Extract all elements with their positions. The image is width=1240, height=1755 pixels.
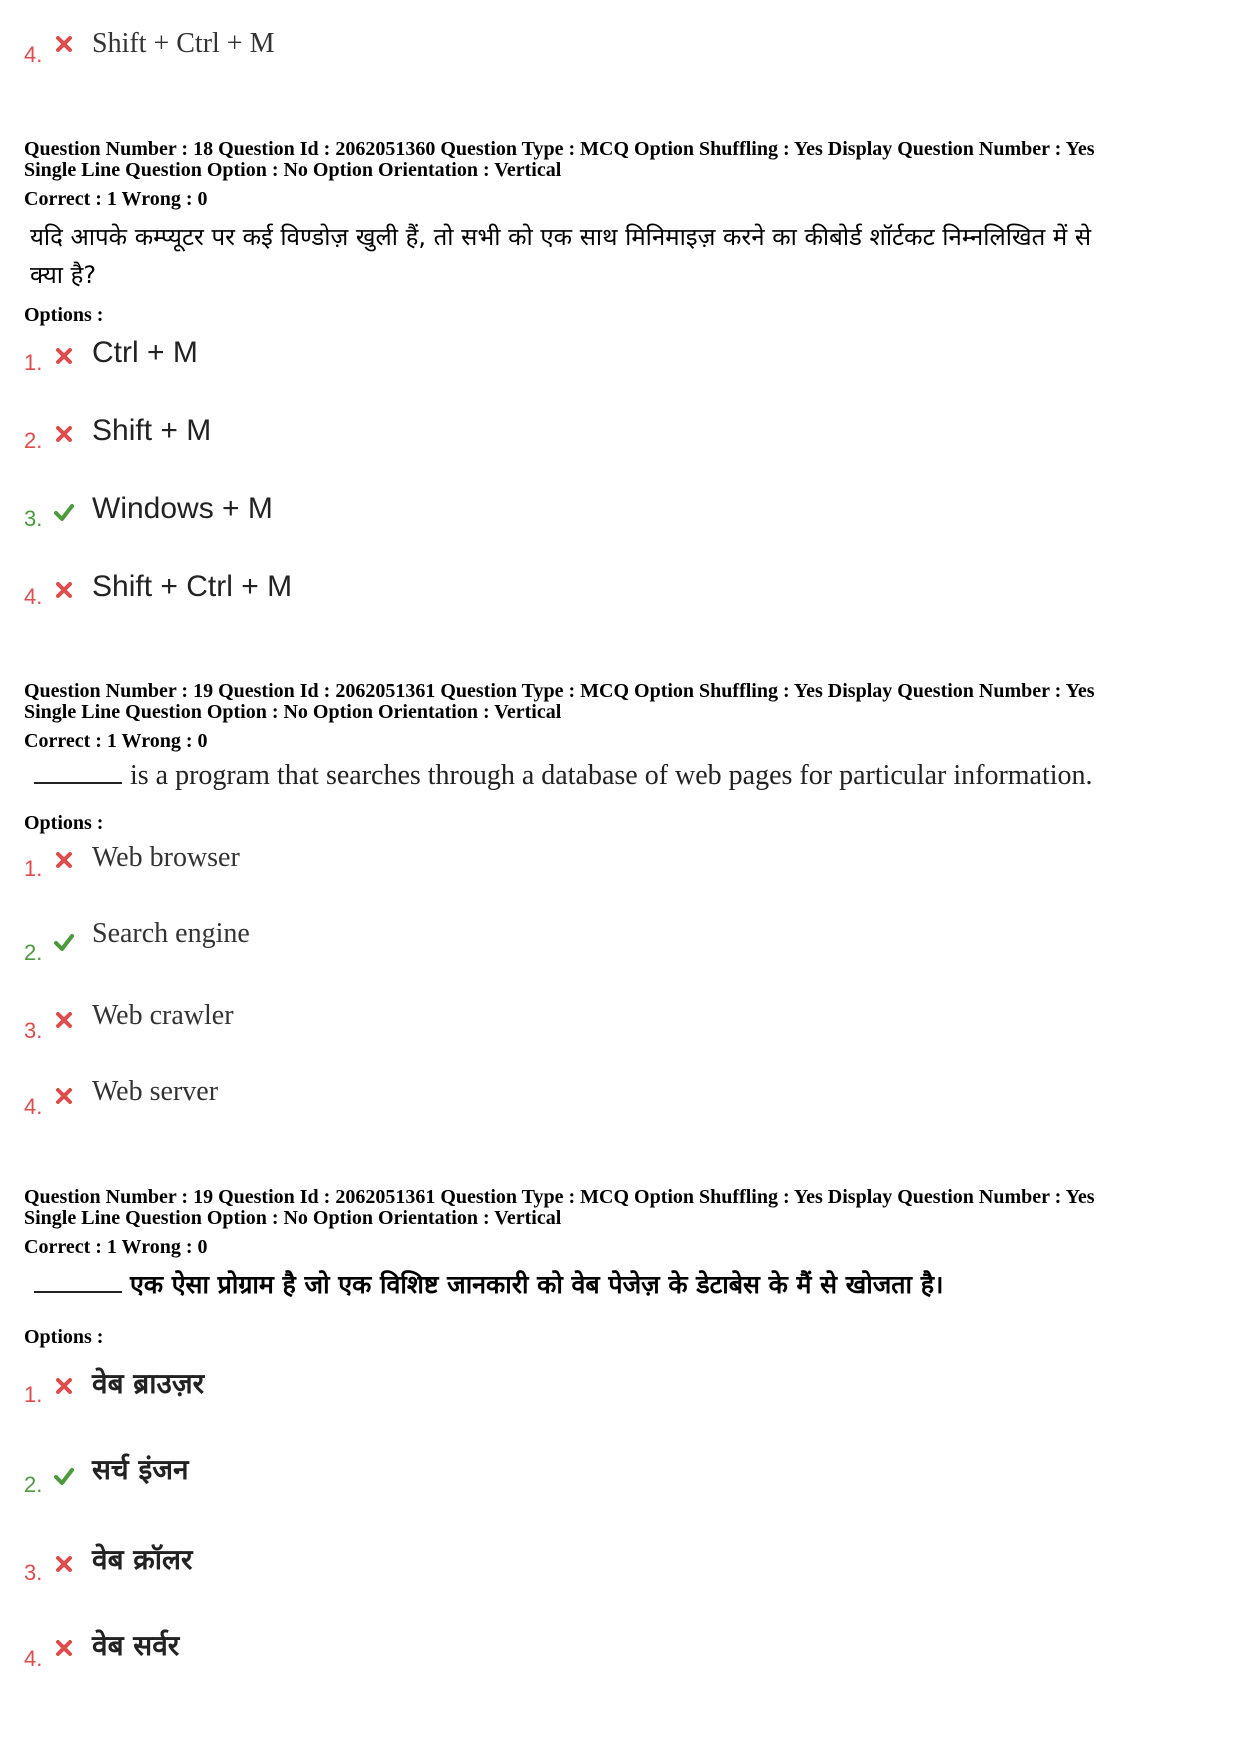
wrong-icon (54, 1376, 74, 1396)
option-text: Windows + M (92, 492, 273, 525)
question-marks: Correct : 1 Wrong : 0 (24, 188, 208, 210)
option-text: Shift + Ctrl + M (92, 28, 275, 59)
wrong-icon (54, 1010, 74, 1030)
question-meta: Question Number : 19 Question Id : 2062051361 Question Type : MCQ Option Shuffling : Yes Display Question Number : Yes (24, 680, 1095, 702)
question-text (34, 758, 1093, 792)
options-label: Options : (24, 1326, 104, 1348)
option-text: Web crawler (92, 1000, 234, 1031)
option-number: 4. (24, 1646, 43, 1671)
check-icon (54, 932, 74, 952)
wrong-icon (54, 346, 74, 366)
wrong-icon (54, 424, 74, 444)
option-number: 4. (24, 42, 43, 67)
question-text (34, 1266, 943, 1304)
option-number: 1. (24, 350, 43, 375)
option-text: Shift + M (92, 414, 212, 447)
option-number: 3. (24, 1560, 43, 1585)
question-text-line2: क्या है? (30, 261, 97, 289)
question-marks: Correct : 1 Wrong : 0 (24, 730, 208, 752)
question-text: यदि आपके कम्प्यूटर पर कई विण्डोज़ खुली हैं, तो सभी को एक साथ मिनिमाइज़ करने का कीबोर्ड शॉर्टकट निम्नलिखित में से (30, 223, 1092, 251)
option-text: सर्च इंजन (92, 1453, 189, 1486)
option-text: वेब सर्वर (92, 1629, 180, 1662)
question-meta-line2: Single Line Question Option : No Option Orientation : Vertical (24, 701, 562, 723)
check-icon (54, 1466, 74, 1486)
option-text: Web browser (92, 842, 240, 873)
option-number: 3. (24, 506, 43, 531)
wrong-icon (54, 1638, 74, 1658)
wrong-icon (54, 1086, 74, 1106)
question-meta: Question Number : 19 Question Id : 2062051361 Question Type : MCQ Option Shuffling : Yes Display Question Number : Yes (24, 1186, 1095, 1208)
option-number: 1. (24, 1382, 43, 1407)
wrong-icon (54, 1554, 74, 1574)
option-text: Search engine (92, 918, 250, 949)
option-number: 2. (24, 940, 43, 965)
question-meta-line2: Single Line Question Option : No Option Orientation : Vertical (24, 159, 562, 181)
blank-line (34, 1267, 122, 1293)
option-number: 1. (24, 856, 43, 881)
option-text: वेब ब्राउज़र (92, 1367, 205, 1400)
option-text: Ctrl + M (92, 336, 198, 369)
question-text-content: is a program that searches through a database of web pages for particular information. (130, 760, 1093, 791)
option-number: 4. (24, 584, 43, 609)
option-number: 4. (24, 1094, 43, 1119)
question-meta-line2: Single Line Question Option : No Option Orientation : Vertical (24, 1207, 562, 1229)
option-number: 2. (24, 428, 43, 453)
blank-line (34, 758, 122, 784)
option-number: 2. (24, 1472, 43, 1497)
option-text: Web server (92, 1076, 219, 1107)
question-text-content: एक ऐसा प्रोग्राम है जो एक विशिष्ट जानकारी को वेब पेजेज़ के डेटाबेस के मैं से खोजता है। (130, 1270, 944, 1299)
options-label: Options : (24, 304, 104, 326)
question-marks: Correct : 1 Wrong : 0 (24, 1236, 208, 1258)
wrong-icon (54, 34, 74, 54)
option-text: Shift + Ctrl + M (92, 570, 293, 603)
question-meta: Question Number : 18 Question Id : 2062051360 Question Type : MCQ Option Shuffling : Yes Display Question Number : Yes (24, 138, 1095, 160)
option-number: 3. (24, 1018, 43, 1043)
options-label: Options : (24, 812, 104, 834)
wrong-icon (54, 850, 74, 870)
check-icon (54, 502, 74, 522)
option-text: वेब क्रॉलर (92, 1543, 193, 1576)
wrong-icon (54, 580, 74, 600)
